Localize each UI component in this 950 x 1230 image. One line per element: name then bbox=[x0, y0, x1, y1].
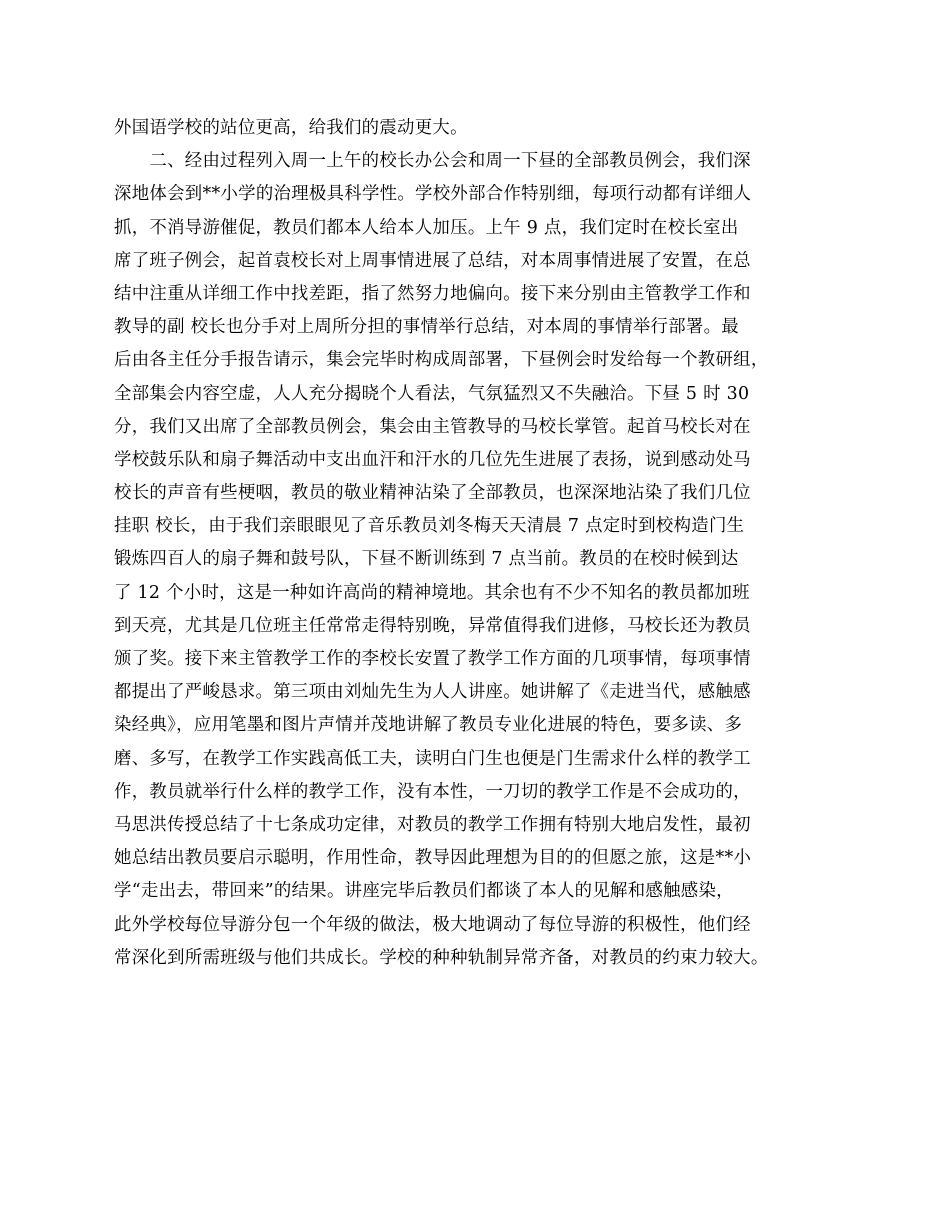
text-line: 分，我们又出席了全部教员例会，集会由主管教导的马校长掌管。起首马校长对在 bbox=[114, 416, 751, 437]
text-line: 颁了奖。接下来主管教学工作的李校长安置了教学工作方面的几项事情，每项事情 bbox=[114, 649, 751, 669]
text-line: 席了班子例会，起首袁校长对上周事情进展了总结，对本周事情进展了安置，在总 bbox=[114, 250, 751, 271]
text-line: 作，教员就举行什么样的教学工作，没有本性，一刀切的教学工作是不会成功的， bbox=[114, 781, 751, 802]
text-line: 二、经由过程列入周一上午的校长办公会和周一下昼的全部教员例会，我们深 bbox=[114, 151, 751, 172]
text-line: 后由各主任分手报告请示，集会完毕时构成周部署，下昼例会时发给每一个教研组， bbox=[114, 350, 769, 371]
text-line: 抓，不消导游催促，教员们都本人给本人加压。上午 9 点，我们定时在校长室出 bbox=[114, 217, 739, 238]
text-line: 马思洪传授总结了十七条成功定律，对教员的教学工作拥有特别大地启发性，最初 bbox=[114, 814, 751, 835]
body-text bbox=[114, 112, 834, 975]
text-line: 染经典》，应用笔墨和图片声情并茂地讲解了教员专业化进展的特色，要多读、多 bbox=[114, 715, 743, 736]
text-line: 都提出了严峻恳求。第三项由刘灿先生为人人讲座。她讲解了《走进当代，感触感 bbox=[114, 682, 751, 703]
text-line: 此外学校每位导游分包一个年级的做法，极大地调动了每位导游的积极性，他们经 bbox=[114, 914, 751, 935]
text-line: 学校鼓乐队和扇子舞活动中支出血汗和汗水的几位先生进展了表扬，说到感动处马 bbox=[114, 449, 751, 470]
text-line: 到天亮，尤其是几位班主任常常走得特别晚，异常值得我们进修，马校长还为教员 bbox=[114, 615, 751, 636]
text-line: 深地体会到**小学的治理极具科学性。学校外部合作特别细，每项行动都有详细人 bbox=[114, 184, 752, 205]
text-line: 教导的副 校长也分手对上周所分担的事情举行总结，对本周的事情举行部署。最 bbox=[114, 317, 740, 338]
text-line: 结中注重从详细工作中找差距，指了然努力地偏向。接下来分别由主管教学工作和 bbox=[114, 283, 751, 304]
text-line: 校长的声音有些梗咽，教员的敬业精神沾染了全部教员，也深深地沾染了我们几位 bbox=[114, 483, 751, 504]
text-line: 锻炼四百人的扇子舞和鼓号队，下昼不断训练到 7 点当前。教员的在校时候到达 bbox=[114, 549, 739, 570]
text-line: 全部集会内容空虚，人人充分揭晓个人看法，气氛猛烈又不失融洽。下昼 5 时 30 bbox=[114, 383, 750, 404]
text-line: 常深化到所需班级与他们共成长。学校的种种轨制异常齐备，对教员的约束力较大。 bbox=[114, 947, 769, 968]
text-line: 她总结出教员要启示聪明，作用性命，教导因此理想为目的的但愿之旅，这是**小 bbox=[114, 848, 752, 869]
text-line: 外国语学校的站位更高，给我们的震动更大。 bbox=[114, 118, 468, 138]
text-line: 学“走出去，带回来”的结果。讲座完毕后教员们都谈了本人的见解和感触感染， bbox=[114, 881, 734, 902]
text-line: 了 12 个小时，这是一种如许高尚的精神境地。其余也有不少不知名的教员都加班 bbox=[114, 582, 750, 603]
text-line: 挂职 校长，由于我们亲眼眼见了音乐教员刘冬梅天天清晨 7 点定时到校构造门生 bbox=[114, 516, 745, 537]
text-line: 磨、多写，在教学工作实践高低工夫，读明白门生也便是门生需求什么样的教学工 bbox=[114, 748, 751, 769]
